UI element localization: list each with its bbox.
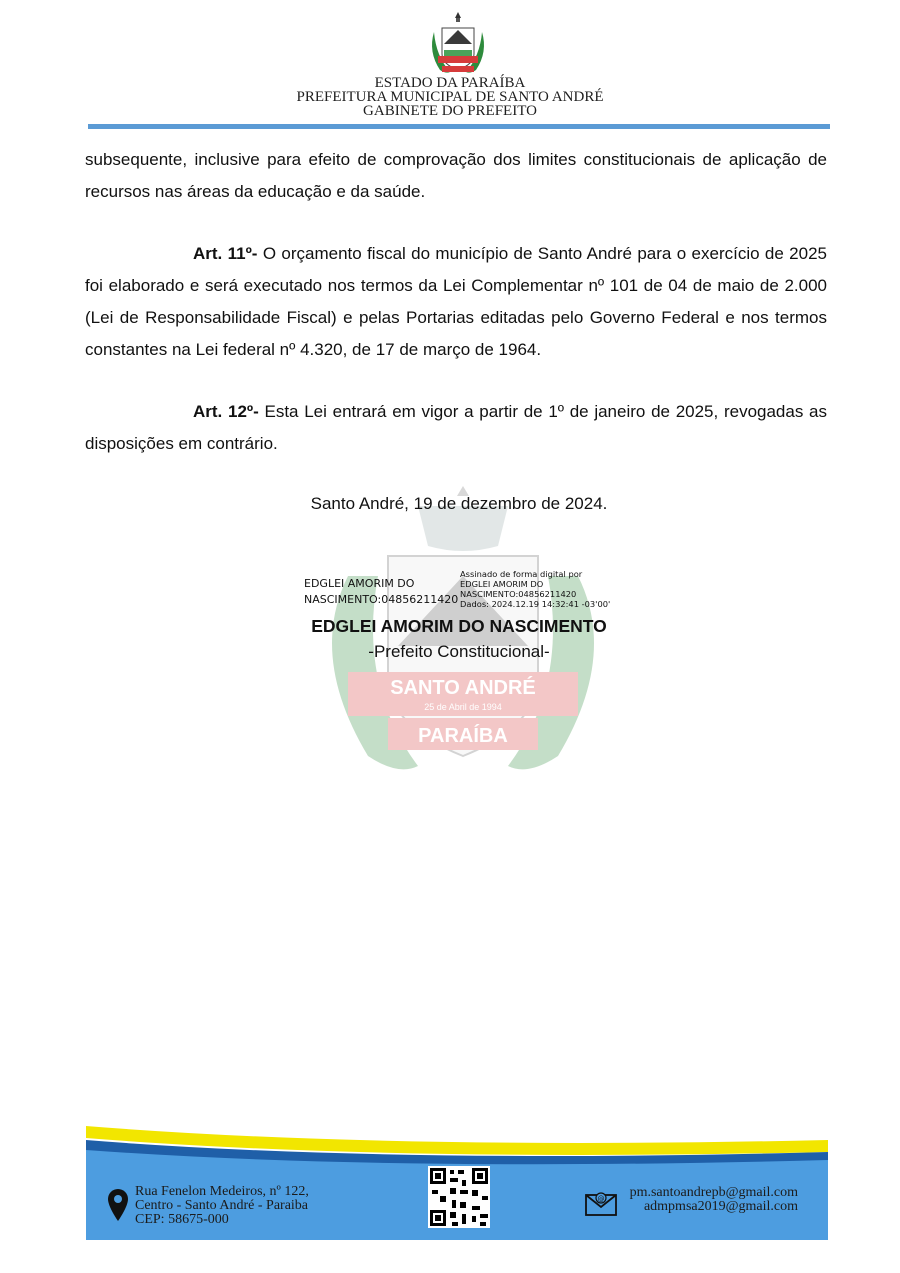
digital-signature-signer bbox=[304, 576, 458, 608]
signer-line-2: NASCIMENTO:04856211420 bbox=[304, 593, 459, 606]
email-1[interactable]: pm.santoandrepb@gmail.com bbox=[629, 1185, 798, 1200]
footer-address bbox=[135, 1185, 309, 1227]
header-city-hall: PREFEITURA MUNICIPAL DE SANTO ANDRÉ bbox=[296, 89, 604, 105]
email-icon bbox=[585, 1190, 617, 1216]
header-office: GABINETE DO PREFEITO bbox=[363, 103, 537, 119]
qr-code[interactable] bbox=[428, 1166, 490, 1228]
signer-role: -Prefeito Constitucional- bbox=[368, 642, 550, 661]
article-11-text: O orçamento fiscal do município de Santo André para o exercício de 2025 foi elaborado e será executado nos termos da Lei Complementar nº 101 de 04 de maio de 2.000 (Lei de Responsabilidade Fiscal) e pelas Portarias editadas pelo Governo Federal e nos termos constantes na Lei federal nº 4.320, de 17 de março de 1964. bbox=[85, 244, 827, 359]
article-11-label: Art. 11º- bbox=[193, 244, 258, 263]
watermark-coat-of-arms bbox=[318, 486, 611, 792]
digital-line-2: EDGLEI AMORIM DO bbox=[460, 579, 544, 589]
location-pin-icon bbox=[107, 1188, 129, 1222]
svg-text:@: @ bbox=[597, 1195, 605, 1203]
watermark-banner-top: SANTO ANDRÉ bbox=[390, 677, 536, 699]
article-11 bbox=[85, 238, 827, 366]
digital-line-1: Assinado de forma digital por bbox=[460, 569, 583, 579]
digital-signature-details bbox=[460, 569, 610, 609]
address-line-2: Centro - Santo André - Paraiba bbox=[135, 1198, 309, 1213]
article-12-text: Esta Lei entrará em vigor a partir de 1º de janeiro de 2025, revogadas as disposições em contrário. bbox=[85, 402, 828, 453]
article-12 bbox=[85, 396, 827, 460]
header-state: ESTADO DA PARAÍBA bbox=[374, 75, 526, 91]
place-date: Santo André, 19 de dezembro de 2024. bbox=[310, 494, 608, 513]
watermark-banner-date: 25 de Abril de 1994 bbox=[424, 702, 502, 712]
address-line-1: Rua Fenelon Medeiros, nº 122, bbox=[135, 1184, 309, 1199]
document-body bbox=[85, 144, 827, 208]
footer-emails bbox=[622, 1186, 798, 1214]
address-line-3: CEP: 58675-000 bbox=[135, 1212, 229, 1227]
coat-of-arms-icon bbox=[426, 10, 490, 78]
watermark-banner-bottom: PARAÍBA bbox=[418, 725, 508, 747]
digital-line-3: NASCIMENTO:04856211420 bbox=[460, 589, 577, 599]
header-text-block bbox=[200, 76, 700, 118]
continuation-paragraph: subsequente, inclusive para efeito de comprovação dos limites constitucionais de aplicação de recursos nas áreas da educação e da saúde. bbox=[85, 150, 827, 201]
signer-name: EDGLEI AMORIM DO NASCIMENTO bbox=[311, 616, 607, 636]
header-divider bbox=[88, 124, 830, 129]
signer-line-1: EDGLEI AMORIM DO bbox=[304, 577, 415, 590]
digital-line-4: Dados: 2024.12.19 14:32:41 -03'00' bbox=[460, 599, 611, 609]
email-2[interactable]: admpmsa2019@gmail.com bbox=[643, 1199, 798, 1214]
article-12-label: Art. 12º- bbox=[193, 402, 259, 421]
